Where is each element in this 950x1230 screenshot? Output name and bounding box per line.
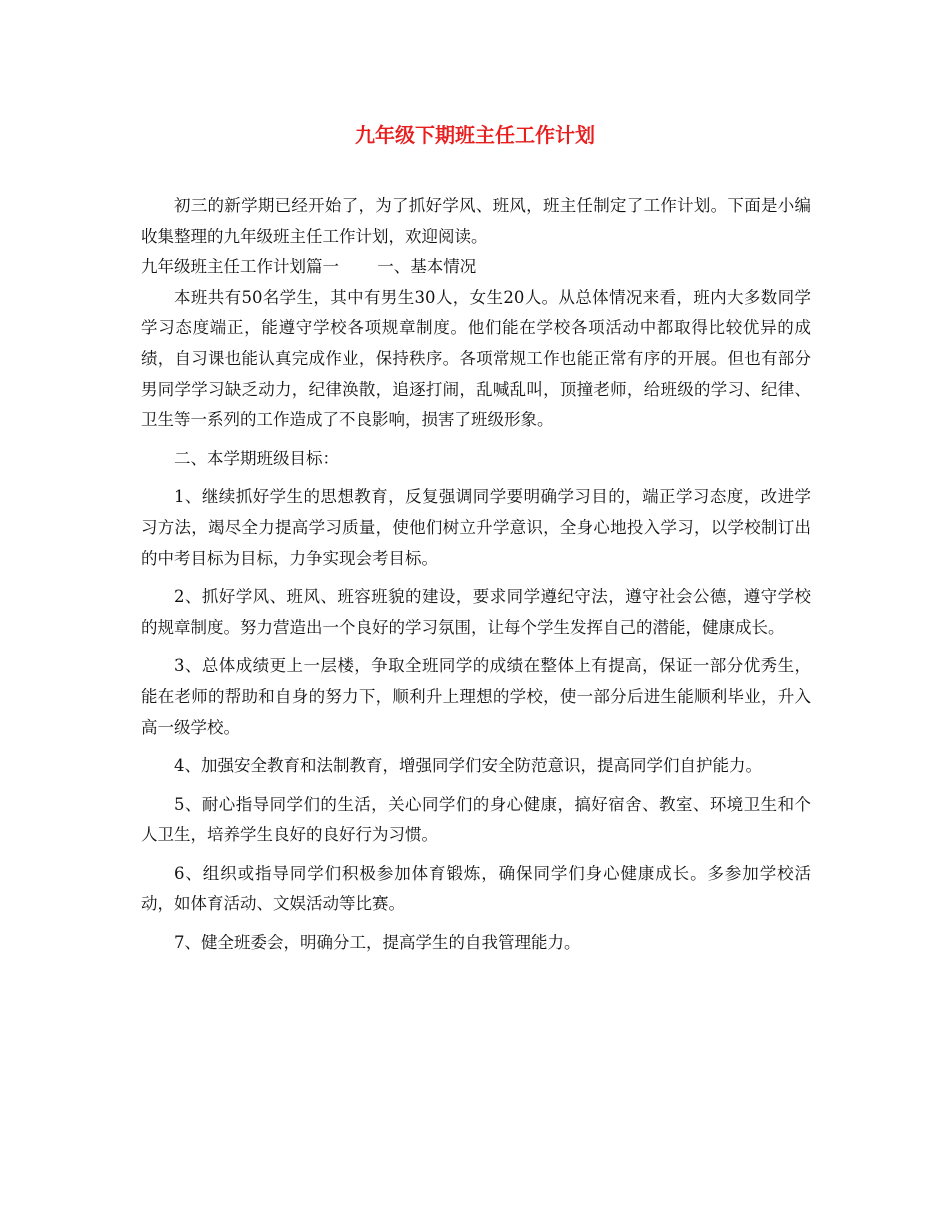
document-body bbox=[141, 191, 811, 959]
goal-item-1: 1、继续抓好学生的思想教育，反复强调同学要明确学习目的，端正学习态度，改进学习方法，竭尽全力提高学习质量，使他们树立升学意识，全身心地投入学习，以学校制订出的中考目标为目标，力争实现会考目标。 bbox=[141, 487, 811, 568]
goal-item-2: 2、抓好学风、班风、班容班貌的建设，要求同学遵纪守法，遵守社会公德，遵守学校的规章制度。努力营造出一个良好的学习氛围，让每个学生发挥自己的潜能，健康成长。 bbox=[141, 587, 811, 637]
goal-item-4: 4、加强安全教育和法制教育，增强同学们安全防范意识，提高同学们自护能力。 bbox=[174, 756, 762, 776]
section-heading-basic-info: 九年级班主任工作计划篇一 一、基本情况 bbox=[141, 257, 477, 277]
basic-info-paragraph: 本班共有50名学生，其中有男生30人，女生20人。从总体情况来看，班内大多数同学学习态度端正，能遵守学校各项规章制度。他们能在学校各项活动中都取得比较优异的成绩，自习课也能认真完成作业，保持秩序。各项常规工作也能正常有序的开展。但也有部分男同学学习缺乏动力，纪律涣散，追逐打闹，乱喊乱叫，顶撞老师，给班级的学习、纪律、卫生等一系列的工作造成了不良影响，损害了班级形象。 bbox=[141, 287, 811, 430]
section-heading-class-goals: 二、本学期班级目标： bbox=[174, 448, 339, 468]
document-title: 九年级下期班主任工作计划 bbox=[355, 123, 595, 147]
goal-item-7: 7、健全班委会，明确分工，提高学生的自我管理能力。 bbox=[174, 933, 581, 953]
goal-item-5: 5、耐心指导同学们的生活，关心同学们的身心健康，搞好宿舍、教室、环境卫生和个人卫生，培养学生良好的良好行为习惯。 bbox=[141, 794, 811, 845]
goal-item-6: 6、组织或指导同学们积极参加体育锻炼，确保同学们身心健康成长。多参加学校活动，如体育活动、文娱活动等比赛。 bbox=[141, 863, 811, 914]
goal-item-3: 3、总体成绩更上一层楼，争取全班同学的成绩在整体上有提高，保证一部分优秀生，能在老师的帮助和自身的努力下，顺利升上理想的学校，使一部分后进生能顺利毕业，升入高一级学校。 bbox=[141, 656, 811, 737]
intro-paragraph: 初三的新学期已经开始了，为了抓好学风、班风，班主任制定了工作计划。下面是小编收集整理的九年级班主任工作计划，欢迎阅读。 bbox=[141, 196, 811, 246]
